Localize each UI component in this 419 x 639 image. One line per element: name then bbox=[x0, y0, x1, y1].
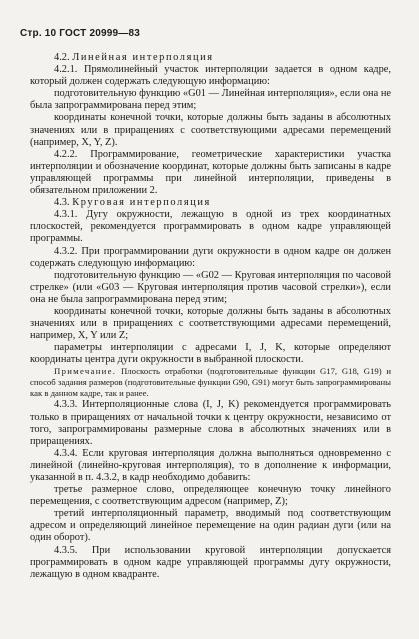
section-4-3-heading bbox=[30, 197, 391, 209]
paragraph-4-2-1: 4.2.1. Прямолинейный участок интерполяции задается в одном кадре, который должен содержать следующую информацию: bbox=[30, 64, 391, 88]
paragraph-4-3-1: 4.3.1. Дугу окружности, лежащую в одной из трех координатных плоскостей, рекомендуется программировать в одном кадре управляющей программы. bbox=[30, 209, 391, 245]
document-body bbox=[30, 52, 391, 581]
paragraph-4-2-2: 4.2.2. Программирование, геометрические характеристики участка интерполяции и обозначение координат, которые должны быть записаны в кадре управляющей программы при линейной интерполяции, приведены в обязательном приложении 2. bbox=[30, 148, 391, 197]
section-4-2-title: Линейная интерполяция bbox=[72, 52, 214, 63]
note-text: Плоскость отработки (подготовительные функции G17, G18, G19) и способ задания размеров (подготовительные функции G90, G91) могут быть запрограммированы как в данном кадре, так и ранее. bbox=[30, 366, 391, 399]
section-4-2-number: 4.2. bbox=[54, 52, 70, 63]
paragraph-4-3-4: 4.3.4. Если круговая интерполяция должна выполняться одновременно с линейной (линейно-круговая интерполяция), то в дополнение к информации, указанной в п. 4.3.2, в кадр необходимо добавить: bbox=[30, 447, 391, 483]
section-4-3-number: 4.3. bbox=[54, 197, 70, 209]
paragraph-4-3-2-item-a: подготовительную функцию — «G02 — Круговая интерполяция по часовой стрелке» (или «G03 — Круговая интерполяция против часовой стрелки»), если она не была запрограммирована перед этим; bbox=[30, 269, 391, 305]
paragraph-4-3-4-item-b: третий интерполяционный параметр, вводимый под соответствующим адресом и определяющий линейное перемещение на один радиан дуги (или на один оборот). bbox=[30, 508, 391, 544]
page-header: Стр. 10 ГОСТ 20999—83 bbox=[20, 28, 140, 39]
paragraph-4-3-2-item-c: параметры интерполяции с адресами I, J, K, которые определяют координаты центра дуги окружности в выбранной плоскости. bbox=[30, 342, 391, 366]
section-4-2-heading bbox=[30, 52, 391, 64]
paragraph-4-3-3: 4.3.3. Интерполяционные слова (I, J, K) рекомендуется программировать только в приращениях от начальной точки к центру окружности, независимо от того, запрограммированы размерные слова в абсолютных значениях или в приращениях. bbox=[30, 399, 391, 447]
note bbox=[30, 366, 391, 399]
note-label: Примечание. bbox=[54, 366, 117, 377]
paragraph-4-3-2: 4.3.2. При программировании дуги окружности в одном кадре он должен содержать следующую информацию: bbox=[30, 245, 391, 269]
paragraph-4-3-5: 4.3.5. При использовании круговой интерполяции допускается программировать в одном кадре управляющей программы дугу окружности, лежащую в одном квадранте. bbox=[30, 544, 391, 580]
paragraph-4-2-1-item-a: подготовительную функцию «G01 — Линейная интерполяция», если она не была запрограммирована перед этим; bbox=[30, 88, 391, 112]
section-4-3-title: Круговая интерполяция bbox=[72, 197, 211, 209]
paragraph-4-3-4-item-a: третье размерное слово, определяющее конечную точку линейного перемещения, с соответствующим адресом (например, Z); bbox=[30, 484, 391, 508]
paragraph-4-2-1-item-b: координаты конечной точки, которые должны быть заданы в абсолютных значениях или в приращениях с соответствующими адресами перемещений (например, X, Y, Z). bbox=[30, 112, 391, 148]
paragraph-4-3-2-item-b: координаты конечной точки, которые должны быть заданы в абсолютных значениях или в приращениях с соответствующими адресами перемещений, например, X, Y или Z; bbox=[30, 305, 391, 342]
